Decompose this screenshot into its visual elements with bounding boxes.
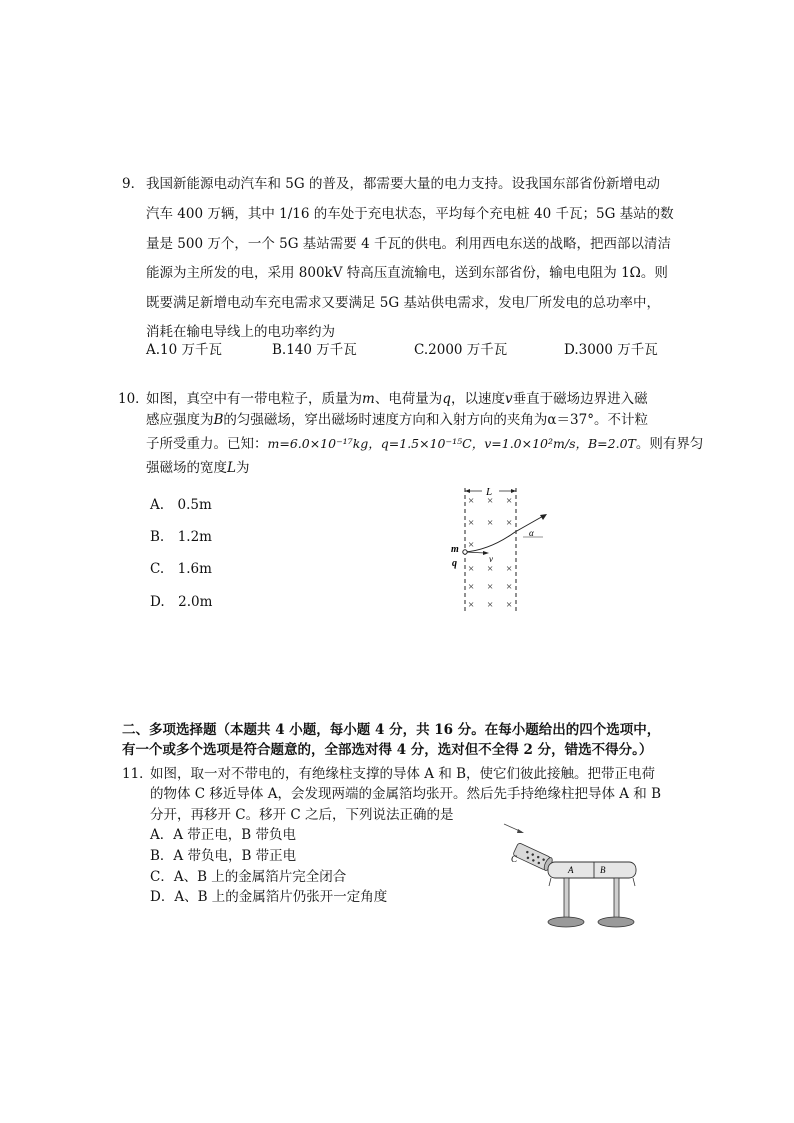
q9-option-a: A.10 万千瓦 xyxy=(146,342,223,358)
q11-line-3: 分开，再移开 C。移开 C 之后，下列说法正确的是 xyxy=(150,807,454,823)
q9-line-3: 量是 500 万个，一个 5G 基站需要 4 千瓦的供电。利用西电东送的战略，把西部以清洁 xyxy=(146,236,671,252)
motion-arrowhead xyxy=(517,829,524,833)
field-cross: × xyxy=(468,517,475,529)
q10-line2-text-a: 感应强度为 xyxy=(146,412,214,428)
q9-number: 9． xyxy=(122,176,145,192)
q10-line2-alpha: α＝37°。不计粒 xyxy=(547,412,648,428)
q11-line-2: 的物体 C 移近导体 A，会发现两端的金属箔均张开。然后先手持绝缘柱把导体 A 和 B xyxy=(150,786,661,802)
width-arrowhead-left xyxy=(465,489,470,493)
q11-option-c: C．A、B 上的金属箔片完全闭合 xyxy=(150,869,347,885)
label-charge-q: q xyxy=(452,558,457,569)
q10-line-3 xyxy=(146,434,703,454)
label-alpha: α xyxy=(529,528,534,538)
q10-symbol-v: v xyxy=(504,391,513,407)
q11-number: 11． xyxy=(122,766,153,782)
q11-line-1: 如图，取一对不带电的，有绝缘柱支撑的导体 A 和 B，使它们彼此接触。把带正电荷 xyxy=(150,766,656,782)
label-b: B xyxy=(600,865,606,875)
label-a: A xyxy=(568,865,574,875)
label-velocity-v: v xyxy=(489,554,493,564)
base-a xyxy=(548,917,584,927)
q10-option-d: D. 2.0m xyxy=(150,594,213,610)
q10-line-2 xyxy=(146,410,648,430)
q9-option-c: C.2000 万千瓦 xyxy=(414,342,508,358)
q10-line2-text-b: 的匀强磁场，穿出磁场时速度方向和入射方向的夹角为 xyxy=(223,412,548,428)
field-cross: × xyxy=(468,495,475,507)
q10-option-c: C. 1.6m xyxy=(150,561,212,577)
base-b xyxy=(598,917,634,927)
q11-option-d: D．A、B 上的金属箔片仍张开一定角度 xyxy=(150,889,388,905)
q9-line-2: 汽车 400 万辆，其中 1/16 的车处于充电状态，平均每个充电桩 40 千瓦；5G 基站的数 xyxy=(146,206,674,222)
field-crosses xyxy=(468,495,512,611)
field-cross: × xyxy=(487,517,494,529)
q10-line4-text-b: 为 xyxy=(235,460,250,476)
q10-line1-text-b: 、电荷量为 xyxy=(374,391,443,407)
insulating-post-b xyxy=(614,878,619,918)
field-cross: × xyxy=(487,581,494,593)
q10-magnetic-field-figure xyxy=(445,480,575,620)
q10-symbol-q: q xyxy=(442,391,451,407)
q9-line-5: 既要满足新增电动车充电需求又要满足 5G 基站供电需求，发电厂所发电的总功率中， xyxy=(146,295,660,311)
field-cross: × xyxy=(506,563,513,575)
q9-line-6: 消耗在输电导线上的电功率约为 xyxy=(146,324,335,340)
q10-line3-text-b: 。则有界匀 xyxy=(635,436,704,452)
q10-symbol-b: B xyxy=(213,412,224,428)
field-cross: × xyxy=(487,599,494,611)
q9-option-d: D.3000 万千瓦 xyxy=(564,342,658,358)
q10-line1-text-a: 如图，真空中有一带电粒子，质量为 xyxy=(146,391,362,407)
foil-left xyxy=(549,878,551,886)
label-mass-m: m xyxy=(451,544,459,555)
q10-symbol-m: m xyxy=(362,391,375,407)
insulating-post-a xyxy=(564,878,569,918)
section2-title-line-1: 二、多项选择题（本题共 4 小题，每小题 4 分，共 16 分。在每小题给出的四个选项中， xyxy=(122,722,661,738)
field-cross: × xyxy=(506,599,513,611)
q10-line1-text-c: ，以速度 xyxy=(450,391,505,407)
field-cross: × xyxy=(487,563,494,575)
field-cross: × xyxy=(487,495,494,507)
q10-line1-text-d: 垂直于磁场边界进入磁 xyxy=(512,391,648,407)
foil-right xyxy=(633,878,635,886)
field-cross: × xyxy=(468,539,475,551)
q10-line4-text-a: 强磁场的宽度 xyxy=(146,460,227,476)
section2-title-line-2: 有一个或多个选项是符合题意的，全部选对得 4 分，选对但不全得 2 分，错选不得分。） xyxy=(122,742,653,758)
q10-option-a: A. 0.5m xyxy=(150,497,212,513)
particle xyxy=(463,550,467,554)
q10-given-values: m=6.0×10⁻¹⁷kg，q=1.5×10⁻¹⁵C，v=1.0×10²m/s，B=2.0T xyxy=(267,436,636,451)
field-cross: × xyxy=(506,517,513,529)
q10-number: 10． xyxy=(118,391,149,407)
q10-line-1 xyxy=(146,389,648,409)
q11-option-a: A．A 带正电，B 带负电 xyxy=(150,827,297,843)
field-cross: × xyxy=(468,563,475,575)
charged-rod-c xyxy=(513,842,554,871)
entry-velocity xyxy=(465,552,485,553)
label-width-l: L xyxy=(486,486,493,498)
field-cross: × xyxy=(506,581,513,593)
q9-line-1: 我国新能源电动汽车和 5G 的普及，都需要大量的电力支持。设我国东部省份新增电动 xyxy=(146,176,660,192)
q10-option-b: B. 1.2m xyxy=(150,529,212,545)
field-cross: × xyxy=(506,495,513,507)
width-arrowhead-right xyxy=(511,489,516,493)
q10-line-4 xyxy=(146,458,249,478)
q11-conductor-figure xyxy=(496,818,646,933)
q11-option-b: B．A 带负电，B 带正电 xyxy=(150,848,297,864)
q10-line3-text-a: 子所受重力。已知： xyxy=(146,436,268,452)
field-cross: × xyxy=(468,581,475,593)
conductor-body xyxy=(548,862,636,878)
field-cross: × xyxy=(468,599,475,611)
label-c: C xyxy=(511,854,518,864)
q10-symbol-l: L xyxy=(227,460,236,476)
q9-line-4: 能源为主所发的电，采用 800kV 特高压直流输电，送到东部省份，输电电阻为 1Ω。则 xyxy=(146,265,668,281)
q9-option-b: B.140 万千瓦 xyxy=(272,342,357,358)
